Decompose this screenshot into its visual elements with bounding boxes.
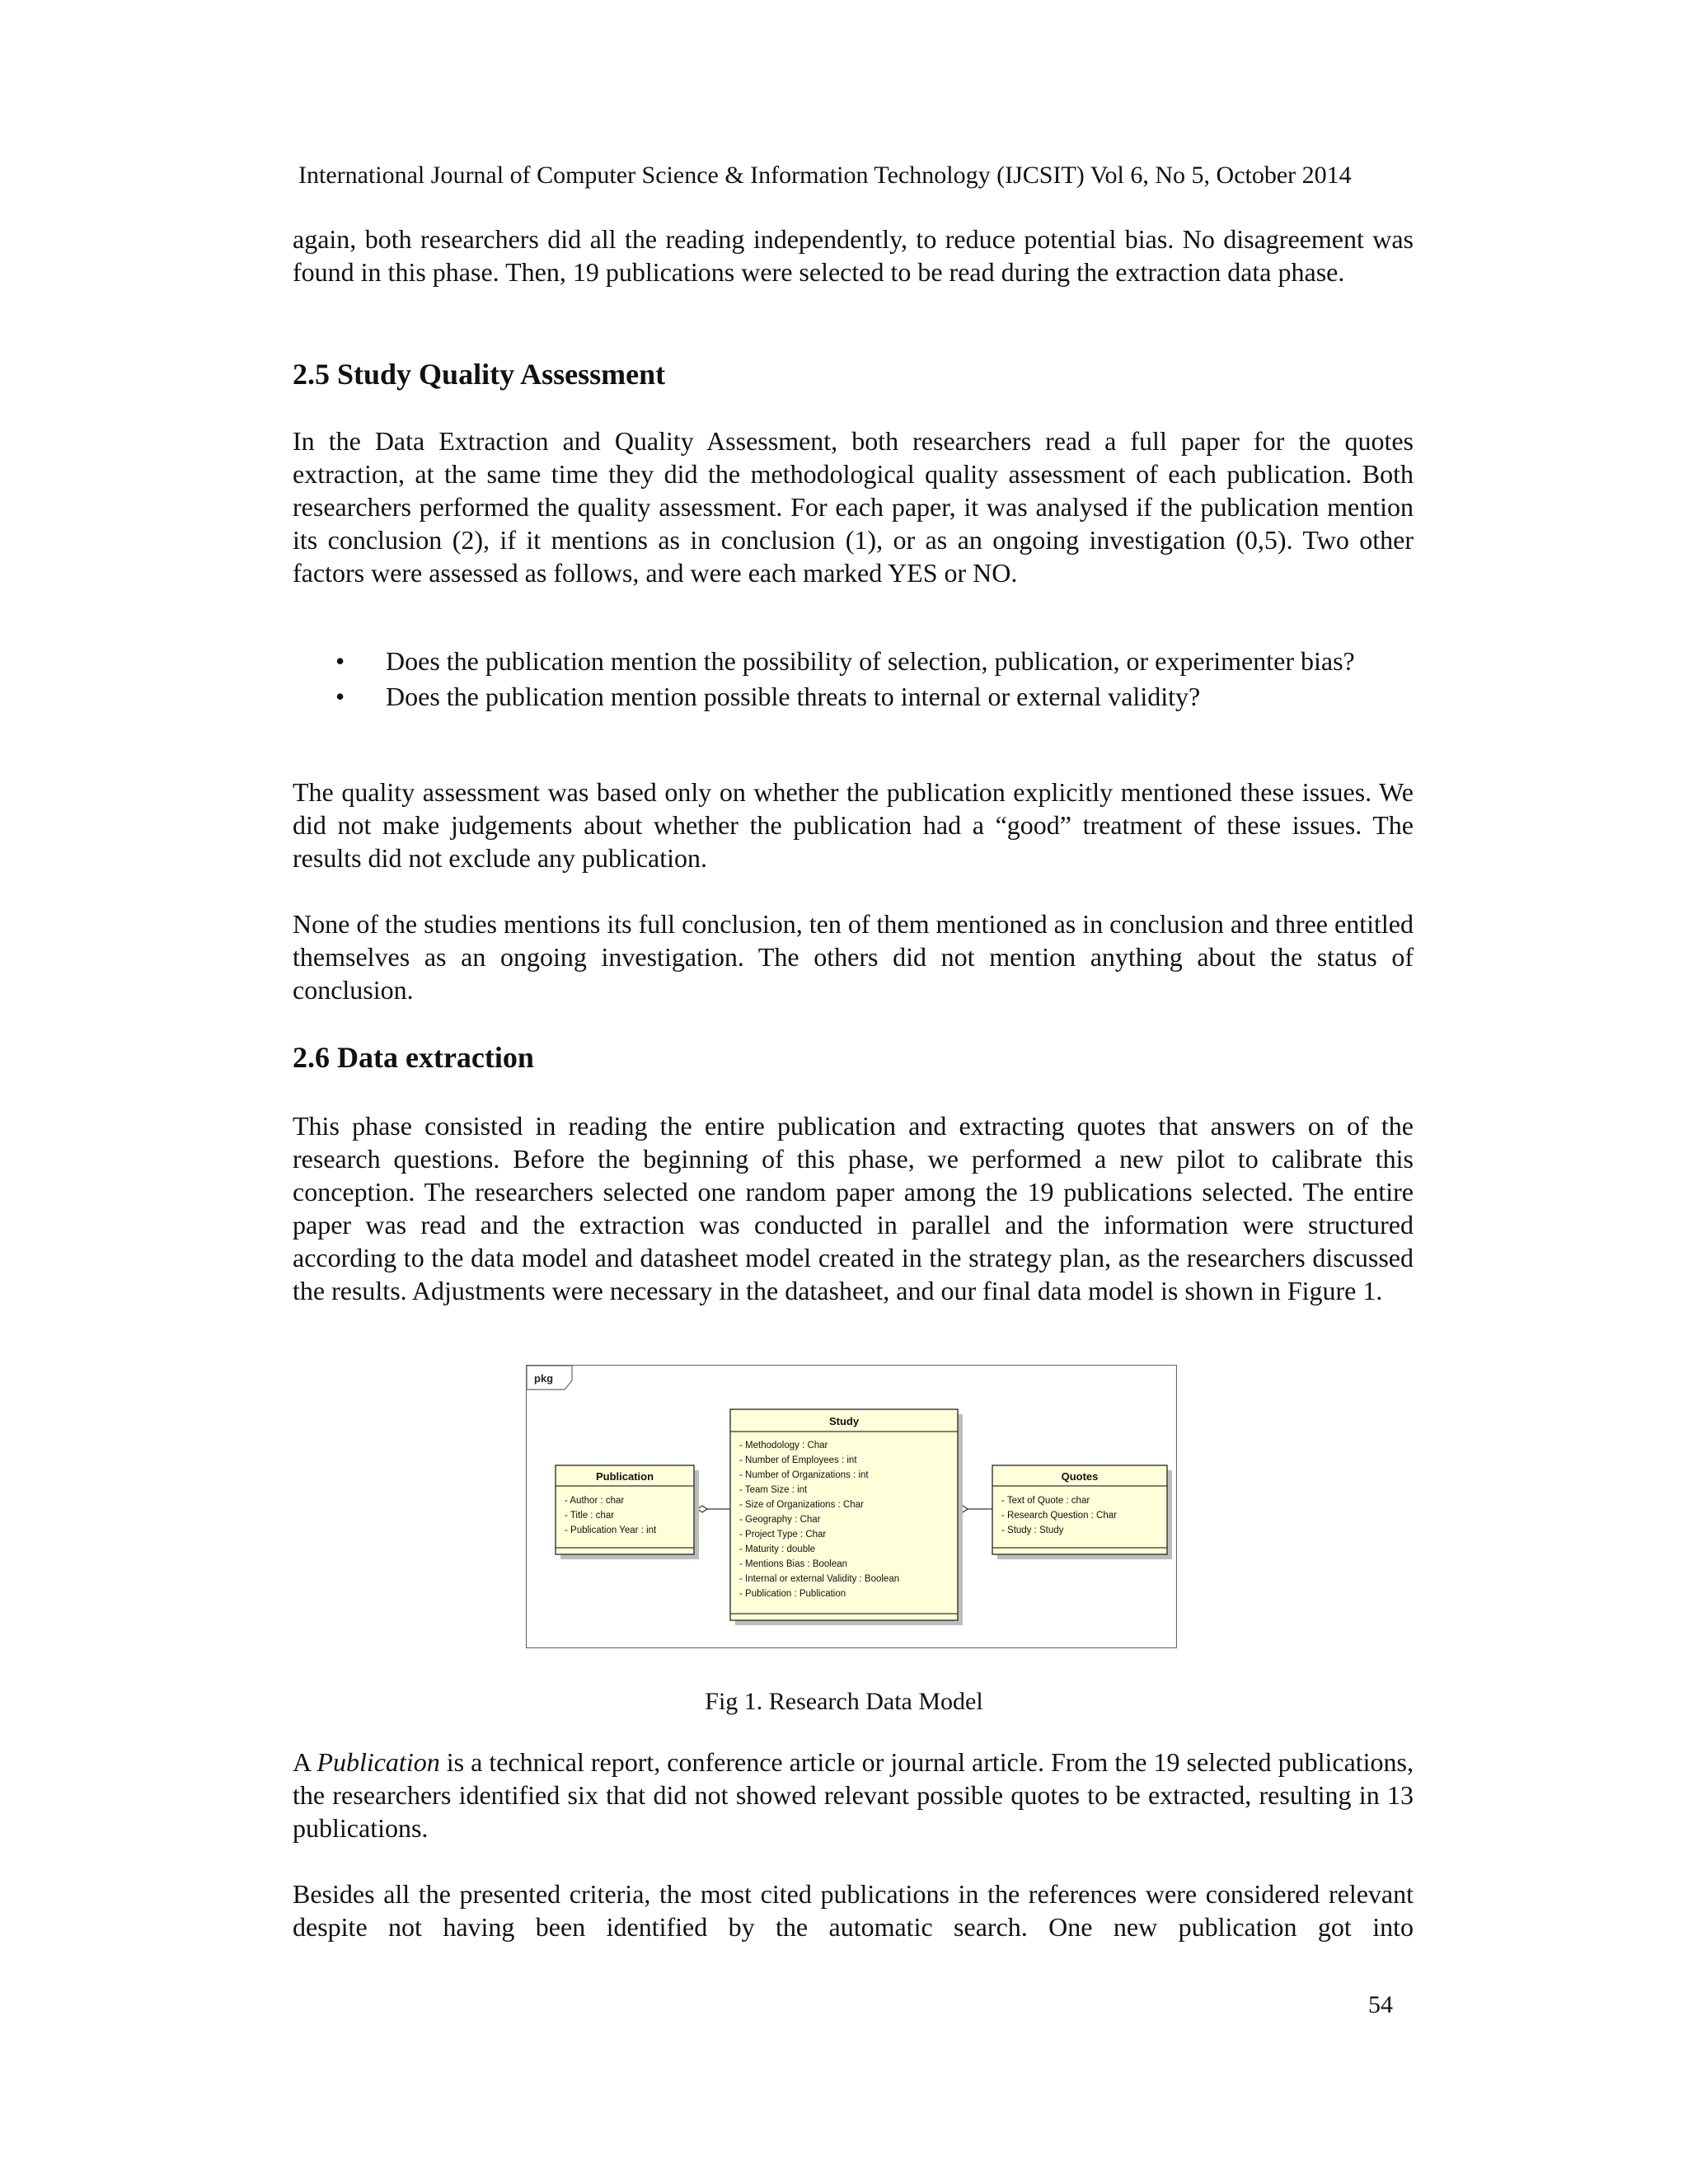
class-name: Quotes	[1061, 1470, 1099, 1483]
class-publication	[556, 1465, 699, 1559]
bullet-text: Does the publication mention the possibility of selection, publication, or experimenter bias?	[386, 646, 1355, 676]
class-quotes	[992, 1465, 1172, 1559]
intro-block	[293, 223, 1414, 288]
class-attribute: - Number of Organizations : int	[739, 1470, 869, 1480]
class-attribute: - Methodology : Char	[739, 1441, 828, 1451]
uml-diagram	[526, 1365, 1177, 1648]
figure-caption: Fig 1. Research Data Model	[705, 1688, 983, 1715]
extraction-paragraph-block	[293, 1109, 1414, 1307]
section-title: 2.6 Data extraction	[293, 1041, 534, 1074]
class-attribute: - Team Size : int	[739, 1485, 808, 1495]
quality-paragraph-1: In the Data Extraction and Quality Assessment, both researchers read a full paper for the quotes extraction, at the same time they did the methodological quality assessment of each publication. Both researchers performed the quality assessment. For each paper, it was analysed if the publication mention its conclusion (2), if it mentions as in conclusion (1), or as an ongoing investigation (0,5). Two other factors were assessed as follows, and were each marked YES or NO.	[293, 426, 1414, 588]
package-label: pkg	[534, 1372, 554, 1385]
class-attribute: - Size of Organizations : Char	[739, 1500, 864, 1510]
criteria-paragraph: Besides all the presented criteria, the most cited publications in the references were considered relevant despite not having been identified by the automatic search. One new publication got into	[293, 1879, 1414, 1942]
class-name: Study	[828, 1415, 860, 1427]
class-attribute: - Project Type : Char	[739, 1530, 827, 1540]
publication-prefix: A	[293, 1747, 317, 1777]
page-number: 54	[1368, 1991, 1393, 2018]
class-attribute: - Publication : Publication	[739, 1589, 846, 1599]
class-attribute: - Geography : Char	[739, 1515, 821, 1525]
class-attribute: - Number of Employees : int	[739, 1455, 857, 1465]
publication-rest: is a technical report, conference article or journal article. From the 19 selected publications, the researchers identified six that did not showed relevant possible quotes to be extracted, resulting in 13 publications.	[293, 1747, 1414, 1843]
quality-paragraph-3: None of the studies mentions its full conclusion, ten of them mentioned as in conclusion and three entitled themselves as an ongoing investigation. The others did not mention anything about the status of conclusion.	[293, 909, 1414, 1005]
class-attribute: - Text of Quote : char	[1001, 1496, 1090, 1506]
publication-paragraph	[293, 1746, 1414, 1844]
class-name: Publication	[595, 1470, 654, 1483]
class-attribute: - Title : char	[565, 1511, 615, 1521]
class-attribute: - Research Question : Char	[1001, 1511, 1117, 1521]
quality-paragraph-3-block	[293, 907, 1414, 1006]
extraction-paragraph: This phase consisted in reading the entire publication and extracting quotes that answers on of the research questions. Before the beginning of this phase, we performed a new pilot to calibrate this conception. The researchers selected one random paper among the 19 publications selected. The entire paper was read and the extraction was conducted in parallel and the information were structured according to the data model and datasheet model created in the strategy plan, as the researchers discussed the results. Adjustments were necessary in the datasheet, and our final data model is shown in Figure 1.	[293, 1111, 1414, 1305]
publication-term: Publication	[316, 1747, 440, 1777]
bullet-item	[293, 644, 1414, 677]
class-attribute: - Maturity : double	[739, 1544, 816, 1554]
quality-paragraph-2-block	[293, 776, 1414, 874]
bullet-item	[293, 680, 1414, 713]
quality-paragraph-1-block	[293, 424, 1414, 589]
section-heading-2-5	[293, 358, 1414, 391]
bullet-text: Does the publication mention possible threats to internal or external validity?	[386, 682, 1201, 711]
class-attribute: - Publication Year : int	[565, 1526, 657, 1535]
uml-figure	[526, 1365, 1177, 1648]
class-attribute: - Internal or external Validity : Boolean	[739, 1574, 900, 1584]
intro-paragraph: again, both researchers did all the reading independently, to reduce potential bias. No disagreement was found in this phase. Then, 19 publications were selected to be read during the extraction data phase.	[293, 224, 1414, 287]
publication-paragraph-block	[293, 1746, 1414, 1844]
bullet-dot-icon: •	[335, 646, 345, 676]
section-heading-2-6	[293, 1041, 1414, 1074]
quality-paragraph-2: The quality assessment was based only on whether the publication explicitly mentioned these issues. We did not make judgements about whether the publication had a “good” treatment of these issues. The results did not exclude any publication.	[293, 777, 1414, 873]
class-attribute: - Mentions Bias : Boolean	[739, 1559, 848, 1569]
journal-header: International Journal of Computer Science & Information Technology (IJCSIT) Vol 6, No 5, October 2014	[298, 162, 1352, 189]
criteria-paragraph-block	[293, 1877, 1414, 1943]
section-title: 2.5 Study Quality Assessment	[293, 358, 666, 391]
class-study	[730, 1409, 963, 1625]
class-attribute: - Study : Study	[1001, 1526, 1064, 1535]
class-attribute: - Author : char	[565, 1496, 625, 1506]
bullet-dot-icon: •	[335, 682, 345, 711]
bullet-list	[293, 644, 1414, 715]
